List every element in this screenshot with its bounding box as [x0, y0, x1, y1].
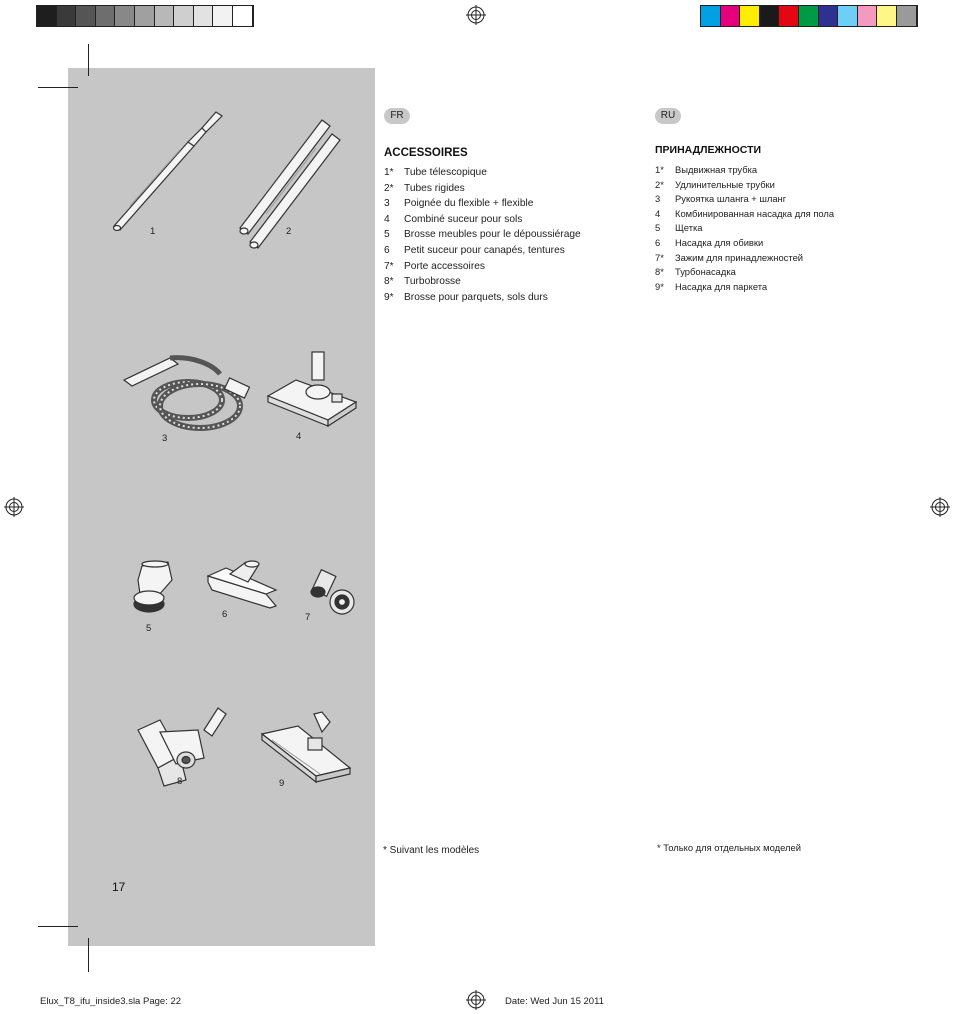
color-swatch: [135, 6, 155, 26]
item-number: 5: [655, 222, 661, 234]
item-text: Удлинительные трубки: [675, 178, 775, 190]
color-swatch: [194, 6, 214, 26]
color-swatch: [721, 6, 741, 26]
accessory-holder-icon: [308, 570, 358, 618]
item-text: Выдвижная трубка: [675, 164, 758, 175]
item-number: 4: [384, 213, 390, 225]
item-number: 9*: [384, 291, 394, 303]
list-item: [655, 236, 834, 251]
color-swatch: [57, 6, 77, 26]
item-text: Турбонасадка: [675, 266, 736, 278]
list-item: [655, 192, 834, 207]
item-text: Tubes rigides: [404, 182, 465, 194]
color-swatch: [897, 6, 917, 26]
figure-label: 9: [279, 778, 285, 789]
list-item: [384, 259, 581, 275]
list-item: [655, 280, 834, 295]
registration-mark-icon: [466, 990, 486, 1010]
hose-handle-icon: [122, 348, 256, 438]
list-item: [384, 274, 581, 290]
color-swatch: [819, 6, 839, 26]
color-swatch: [877, 6, 897, 26]
color-swatch: [799, 6, 819, 26]
dusting-brush-icon: [128, 560, 174, 618]
color-swatch: [779, 6, 799, 26]
accessory-list-fr: [384, 165, 581, 305]
list-item: [384, 165, 581, 181]
language-badge-ru: RU: [655, 108, 681, 124]
item-number: 5: [384, 229, 390, 241]
figure-label: 5: [146, 623, 152, 634]
figure-label: 1: [150, 226, 156, 237]
item-text: Poignée du flexible + flexible: [404, 198, 534, 210]
item-number: 9*: [655, 280, 664, 292]
file-info: Elux_T8_ifu_inside3.sla Page: 22: [40, 996, 182, 1007]
accessory-list-ru: [655, 163, 834, 294]
figure-label: 3: [162, 433, 168, 444]
item-text: Tube télescopique: [404, 167, 487, 178]
list-item: [384, 290, 581, 306]
footnote-fr: * Suivant les modèles: [383, 845, 480, 856]
item-text: Combiné suceur pour sols: [404, 213, 523, 225]
figure-label: 8: [177, 776, 183, 787]
item-text: Комбинированная насадка для пола: [675, 207, 835, 219]
print-date: Date: Wed Jun 15 2011: [505, 996, 604, 1007]
language-badge-fr: FR: [384, 108, 410, 124]
turbo-brush-icon: [136, 706, 230, 788]
item-text: Porte accessoires: [404, 260, 485, 272]
item-number: 3: [655, 193, 661, 205]
item-number: 1*: [384, 167, 394, 178]
list-item: [384, 212, 581, 228]
item-text: Рукоятка шланга + шланг: [675, 193, 787, 205]
color-swatch: [155, 6, 175, 26]
item-number: 2*: [655, 178, 664, 190]
color-swatch: [701, 6, 721, 26]
item-text: Насадка для паркета: [675, 280, 768, 292]
item-number: 3: [384, 198, 390, 210]
item-number: 8*: [384, 276, 394, 288]
section-heading-fr: ACCESSOIRES: [384, 147, 468, 159]
color-swatch: [213, 6, 233, 26]
telescopic-tube-icon: [110, 118, 230, 236]
color-swatch: [740, 6, 760, 26]
figure-label: 4: [296, 431, 302, 442]
combination-nozzle-icon: [266, 350, 362, 426]
list-item: [655, 207, 834, 222]
item-text: Щетка: [675, 222, 703, 234]
figure-label: 7: [305, 612, 311, 623]
list-item: [655, 251, 834, 266]
item-number: 2*: [384, 182, 394, 194]
item-number: 6: [655, 236, 661, 248]
grey-color-bar: [36, 5, 254, 27]
footnote-ru: * Только для отдельных моделей: [657, 842, 801, 853]
figure-label: 6: [222, 609, 228, 620]
registration-mark-icon: [466, 5, 486, 25]
list-item: [384, 243, 581, 259]
list-item: [655, 178, 834, 193]
item-number: 8*: [655, 266, 664, 278]
item-text: Turbobrosse: [404, 276, 461, 288]
list-item: [384, 227, 581, 243]
color-swatch: [858, 6, 878, 26]
crop-mark: [38, 87, 78, 88]
figure-label: 2: [286, 226, 292, 237]
color-swatch: [233, 6, 253, 26]
item-number: 6: [384, 244, 390, 256]
item-number: 1*: [655, 164, 664, 175]
registration-mark-icon: [4, 497, 24, 517]
color-swatch: [760, 6, 780, 26]
item-text: Brosse pour parquets, sols durs: [404, 291, 548, 303]
process-color-bar: [700, 5, 918, 27]
list-item: [384, 196, 581, 212]
registration-mark-icon: [930, 497, 950, 517]
upholstery-nozzle-icon: [206, 560, 280, 610]
list-item: [655, 163, 834, 178]
page-number: 17: [112, 880, 126, 894]
crop-mark: [88, 44, 89, 76]
parquet-brush-icon: [258, 712, 354, 786]
color-swatch: [96, 6, 116, 26]
item-text: Brosse meubles pour le dépoussiérage: [404, 229, 581, 241]
item-number: 7*: [384, 260, 394, 272]
item-number: 7*: [655, 251, 664, 263]
color-swatch: [838, 6, 858, 26]
color-swatch: [76, 6, 96, 26]
color-swatch: [37, 6, 57, 26]
list-item: [384, 181, 581, 197]
item-text: Насадка для обивки: [675, 236, 764, 248]
list-item: [655, 221, 834, 236]
color-swatch: [115, 6, 135, 26]
crop-mark: [38, 926, 78, 927]
item-number: 4: [655, 207, 661, 219]
color-swatch: [174, 6, 194, 26]
item-text: Petit suceur pour canapés, tentures: [404, 244, 565, 256]
list-item: [655, 265, 834, 280]
section-heading-ru: ПРИНАДЛЕЖНОСТИ: [655, 144, 762, 156]
crop-mark: [88, 938, 89, 972]
item-text: Зажим для принадлежностей: [675, 251, 804, 263]
